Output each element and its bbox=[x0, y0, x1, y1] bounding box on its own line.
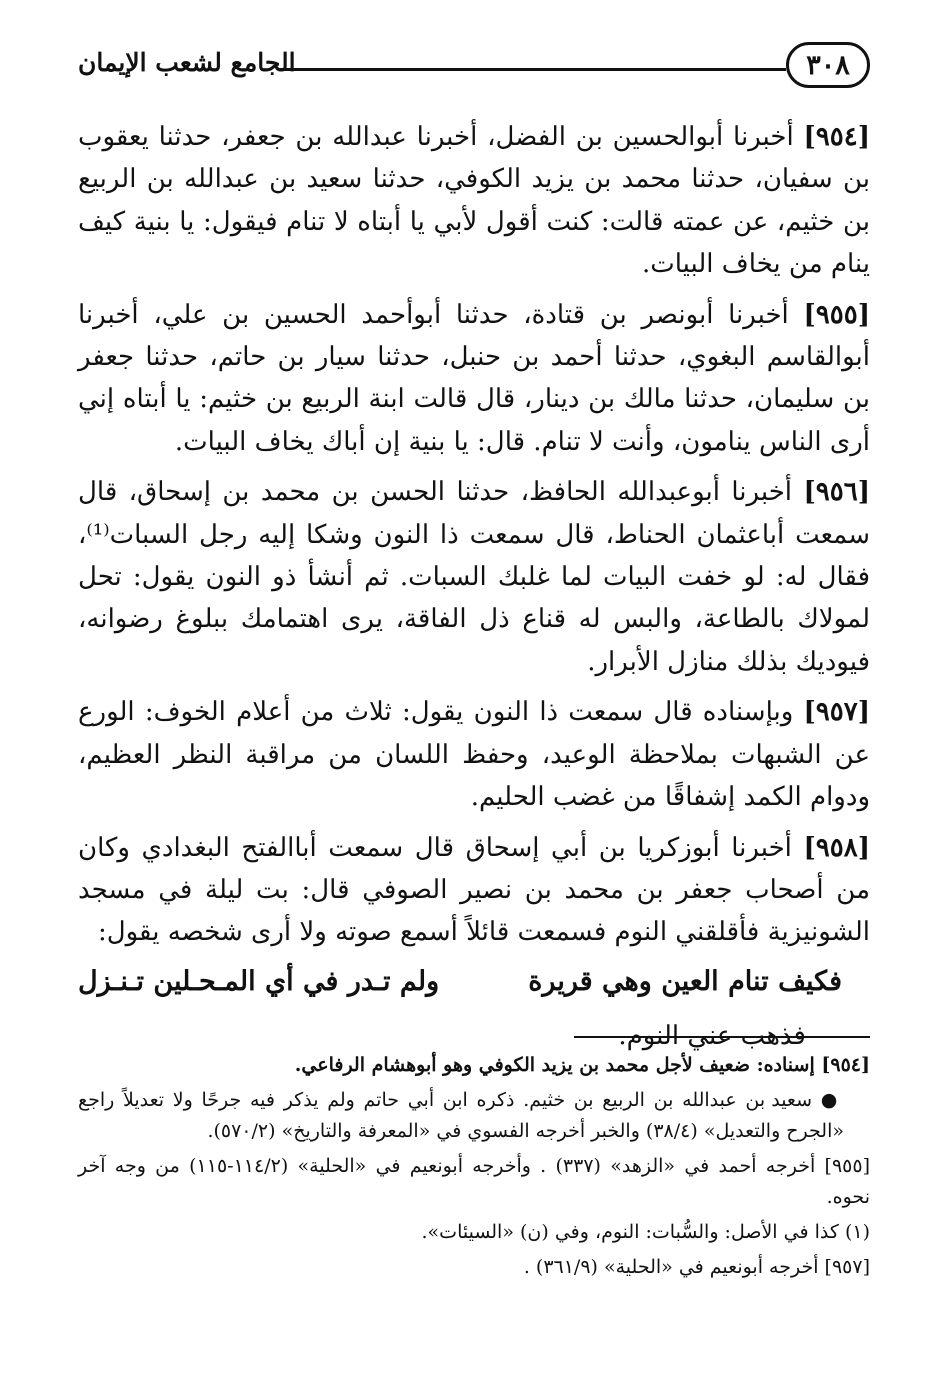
footnote bbox=[78, 1252, 870, 1283]
hadith-text: وبإسناده قال سمعت ذا النون يقول: ثلاث من أعلام الخوف: الورع عن الشبهات بملاحظة الوعيد، وحفظ اللسان من مراقبة النظر العظيم، ودوام الكمد إشفاقًا من غضب الحليم. bbox=[78, 697, 870, 813]
hadith-paragraph bbox=[78, 691, 870, 818]
hadith-number: [٩٥٥] bbox=[803, 299, 871, 330]
hadith-text: أخبرنا أبوالحسين بن الفضل، أخبرنا عبدالله بن جعفر، حدثنا يعقوب بن سفيان، حدثنا محمد بن يزيد الكوفي، حدثنا سعيد بن عبدالله بن الربيع بن خثيم، عن عمته قالت: كنت أقول لأبي يا أبتاه لا تنام فيقول: يا بنية كيف ينام من يخاف البيات. bbox=[78, 122, 870, 280]
closing-line: فذهب عني النوم. bbox=[618, 1020, 806, 1051]
hadith-paragraph bbox=[78, 116, 870, 286]
footnote bbox=[78, 1085, 870, 1147]
hadith-text: أخبرنا أبوزكريا بن أبي إسحاق قال سمعت أباالفتح البغدادي وكان من أصحاب جعفر بن محمد بن نصير الصوفي قال: بت ليلة في مسجد الشونيزية فأقلقني النوم فسمعت قائلاً أسمع صوته ولا أرى شخصه يقول: bbox=[78, 832, 870, 948]
page-number-badge bbox=[786, 42, 870, 88]
running-title: الجامع لشعب الإيمان bbox=[78, 48, 296, 77]
hadith-number: [٩٥٧] bbox=[803, 697, 871, 728]
footnote-label: [٩٥٤] bbox=[821, 1054, 870, 1076]
footnote-label: [٩٥٥] bbox=[824, 1155, 870, 1177]
hadith-number: [٩٥٨] bbox=[803, 832, 871, 863]
footnote bbox=[78, 1217, 870, 1248]
footnote-text: أخرجه أبونعيم في «الحلية» (٣٦١/٩) . bbox=[523, 1256, 819, 1278]
header-rule bbox=[280, 68, 786, 71]
hadith-paragraph bbox=[78, 827, 870, 954]
hadith-number: [٩٥٤] bbox=[803, 122, 871, 152]
page-number: ٣٠٨ bbox=[806, 49, 850, 81]
footnote-text: كذا في الأصل: والسُّبات: النوم، وفي (ن) «السيئات». bbox=[421, 1221, 839, 1243]
hadith-paragraph bbox=[78, 294, 870, 464]
hadith-text: أخبرنا أبونصر بن قتادة، حدثنا أبوأحمد الحسين بن علي، أخبرنا أبوالقاسم البغوي، حدثنا أحمد بن حنبل، حدثنا سيار بن حاتم، حدثنا جعفر بن سليمان، حدثنا مالك بن دينار، قال قالت ابنة الربيع بن خثيم: يا أبتاه إني أرى الناس ينامون، وأنت لا تنام. قال: يا بنية إن أباك يخاف البيات. bbox=[78, 299, 870, 457]
footnote-separator bbox=[574, 1036, 870, 1038]
footnote bbox=[78, 1050, 870, 1081]
footnote-label: [٩٥٧] bbox=[824, 1256, 870, 1278]
poem-verse bbox=[78, 958, 842, 1006]
footnote-text: أخرجه أحمد في «الزهد» (٣٣٧) . وأخرجه أبونعيم في «الحلية» (١١٤/٢-١١٥) من وجه آخر نحوه. bbox=[78, 1155, 870, 1208]
main-text bbox=[78, 116, 870, 1060]
bullet-icon: ● bbox=[820, 1089, 840, 1111]
footnote-label: (١) bbox=[844, 1221, 870, 1243]
hadith-number: [٩٥٦] bbox=[803, 477, 871, 508]
poem-hemistich-first: فكيف تنام العين وهي قريرة bbox=[528, 965, 842, 997]
footnote-text: سعيد بن عبدالله بن الربيع بن خثيم. ذكره ابن أبي حاتم ولم يذكر فيه جرحًا ولا تعديلاً راجع «الجرح والتعديل» (٣٨/٤) والخبر أخرجه الفسوي في «المعرفة والتاريخ» (٥٧٠/٢). bbox=[78, 1089, 844, 1142]
hadith-text: أخبرنا أبوعبدالله الحافظ، حدثنا الحسن بن محمد بن إسحاق، قال سمعت أباعثمان الحناط، قال سمعت ذا النون وشكا إليه رجل السبات⁽¹⁾، فقال له: لو خفت البيات لما غلبك السبات. ثم أنشأ ذو النون يقول: تحل لمولاك بالطاعة، والبس له قناع ذل الفاقة، يرى اهتمامك ببلوغ رضوانه، فيوديك بذلك منازل الأبرار. bbox=[78, 477, 870, 677]
poem-hemistich-second: ولم تـدر في أي المـحـلين تـنـزل bbox=[78, 965, 440, 997]
footnote-text: إسناده: ضعيف لأجل محمد بن يزيد الكوفي وهو أبوهشام الرفاعي. bbox=[294, 1054, 815, 1076]
hadith-paragraph bbox=[78, 471, 870, 683]
page-header bbox=[78, 38, 870, 94]
footnotes bbox=[78, 1050, 870, 1287]
footnote bbox=[78, 1151, 870, 1213]
